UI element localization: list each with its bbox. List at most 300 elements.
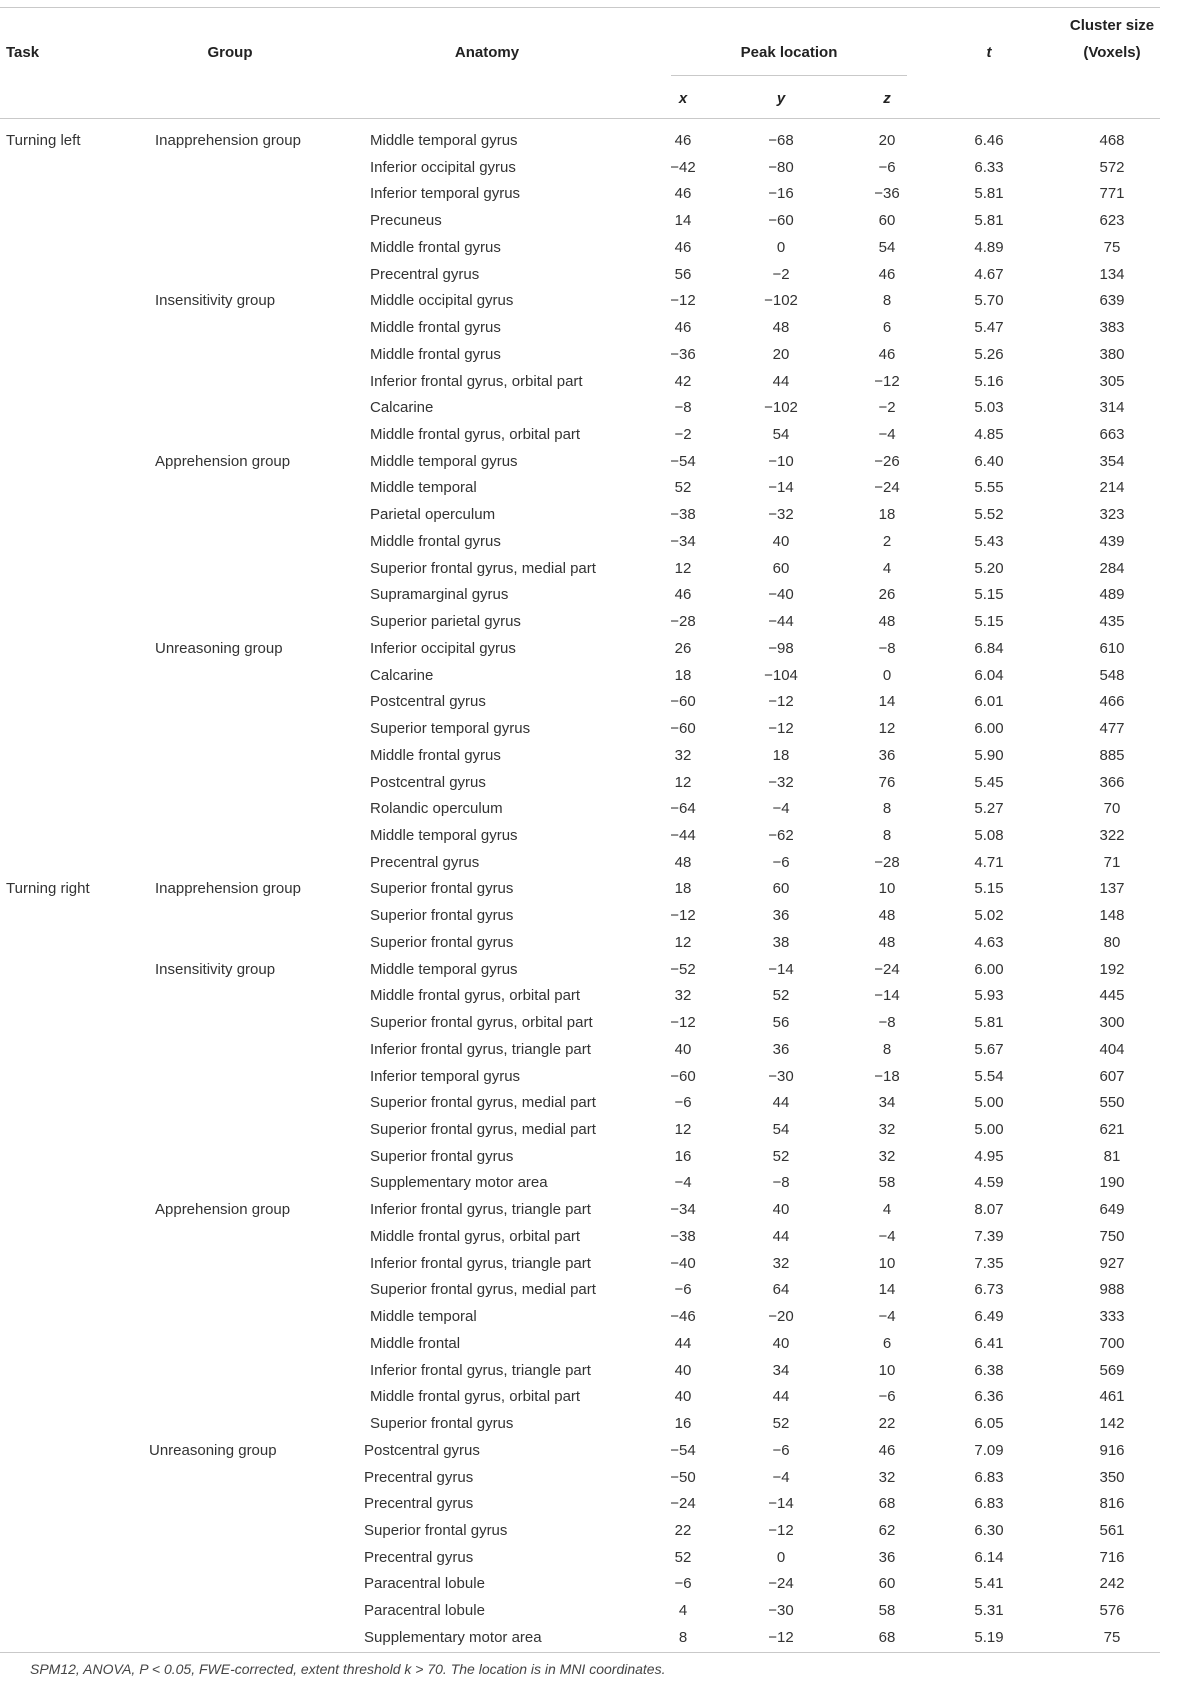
cell-z: 60: [878, 212, 896, 230]
cell-t: 5.15: [974, 880, 1004, 898]
cell-z: −28: [874, 853, 900, 871]
cell-t: 5.19: [974, 1628, 1004, 1646]
cell-y: −24: [768, 1575, 794, 1593]
cell-size: 137: [1099, 880, 1125, 898]
cell-size: 439: [1099, 532, 1125, 550]
cell-z: 4: [882, 559, 892, 577]
cell-anatomy: Middle frontal gyrus, orbital part: [370, 426, 581, 444]
cell-z: −8: [878, 639, 896, 657]
cell-y: −44: [768, 613, 794, 631]
cell-z: 12: [878, 720, 896, 738]
cell-size: 621: [1099, 1121, 1125, 1138]
cell-anatomy: Inferior temporal gyrus: [370, 1067, 521, 1085]
cell-x: 46: [674, 586, 692, 604]
cell-t: 6.83: [974, 1495, 1004, 1513]
cell-t: 5.00: [974, 1121, 1004, 1138]
cell-t: 5.41: [974, 1575, 1004, 1593]
cell-anatomy: Superior parietal gyrus: [370, 613, 521, 631]
cell-t: 5.20: [974, 559, 1004, 577]
cell-x: −54: [670, 1441, 696, 1459]
cell-anatomy: Middle frontal gyrus, orbital part: [370, 987, 581, 1005]
cell-y: −62: [768, 826, 794, 844]
cell-y: −12: [768, 1628, 794, 1646]
cell-t: 5.15: [974, 613, 1004, 631]
cell-z: 6: [882, 319, 892, 337]
cell-z: −36: [874, 185, 900, 203]
cell-x: −36: [670, 345, 696, 363]
cell-y: 40: [772, 1201, 790, 1219]
cell-anatomy: Superior frontal gyrus, orbital part: [370, 1014, 593, 1032]
cell-z: 46: [878, 1441, 896, 1459]
cell-size: 750: [1099, 1227, 1125, 1245]
cell-y: 60: [772, 880, 790, 898]
cell-y: −10: [768, 452, 794, 470]
cell-y: −12: [768, 720, 794, 738]
cell-group: Insensitivity group: [155, 960, 276, 978]
cell-z: −6: [878, 158, 896, 176]
header-x: x: [678, 90, 688, 107]
cell-anatomy: Superior frontal gyrus: [370, 1147, 514, 1165]
top-rule: [0, 7, 1160, 8]
cell-size: 190: [1099, 1174, 1125, 1192]
cell-anatomy: Postcentral gyrus: [364, 1441, 480, 1459]
cell-anatomy: Superior frontal gyrus: [370, 907, 514, 925]
cell-y: −12: [768, 1521, 794, 1539]
cell-y: −12: [768, 693, 794, 711]
cell-z: 0: [882, 666, 892, 684]
cell-size: 700: [1099, 1334, 1125, 1352]
cell-x: −46: [670, 1308, 696, 1326]
cell-x: 18: [674, 880, 692, 898]
cell-y: −32: [768, 773, 794, 791]
cell-anatomy: Middle temporal: [370, 479, 477, 497]
cell-x: 18: [674, 666, 692, 684]
cell-size: 477: [1099, 720, 1125, 738]
cell-anatomy: Middle frontal gyrus, orbital part: [370, 1388, 581, 1406]
cell-size: 71: [1103, 853, 1121, 871]
header-t: t: [986, 44, 992, 61]
cell-x: 12: [674, 933, 692, 951]
cell-z: 58: [878, 1602, 896, 1620]
cell-t: 5.45: [974, 773, 1004, 791]
cell-anatomy: Precentral gyrus: [364, 1468, 474, 1486]
cell-t: 7.09: [974, 1441, 1004, 1459]
cell-t: 5.52: [974, 506, 1004, 524]
header-anatomy: Anatomy: [454, 44, 520, 61]
cell-z: 10: [878, 880, 896, 898]
cell-y: −80: [768, 158, 794, 176]
cell-t: 6.40: [974, 452, 1004, 470]
cell-y: −102: [764, 399, 798, 417]
cell-z: −24: [874, 960, 900, 978]
cell-anatomy: Middle temporal gyrus: [370, 960, 518, 978]
cell-group: Inapprehension group: [155, 132, 301, 149]
cell-size: 323: [1099, 506, 1125, 524]
cell-t: 5.67: [974, 1040, 1004, 1058]
cell-anatomy: Calcarine: [370, 666, 434, 684]
cell-group: Inapprehension group: [155, 880, 301, 898]
cell-size: 916: [1099, 1441, 1125, 1459]
cell-z: 36: [878, 746, 896, 764]
cell-x: −8: [674, 399, 692, 417]
cell-t: 5.27: [974, 800, 1004, 818]
cell-y: 44: [772, 372, 790, 390]
cell-x: 40: [674, 1361, 692, 1379]
cell-size: 610: [1099, 639, 1125, 657]
cell-z: 60: [878, 1575, 896, 1593]
cell-x: −60: [670, 693, 696, 711]
cell-size: 192: [1099, 960, 1125, 978]
header-cluster-size: Cluster size: [1069, 17, 1155, 34]
header-task: Task: [6, 44, 40, 61]
cell-y: −20: [768, 1308, 794, 1326]
header-peak-location: Peak location: [740, 44, 838, 61]
cell-x: −6: [674, 1094, 692, 1112]
cell-y: 44: [772, 1388, 790, 1406]
cell-x: −40: [670, 1254, 696, 1272]
cell-z: 8: [882, 800, 892, 818]
cell-x: 40: [674, 1040, 692, 1058]
cell-size: 716: [1099, 1548, 1125, 1566]
cell-anatomy: Middle frontal gyrus: [370, 532, 501, 550]
cell-z: 8: [882, 826, 892, 844]
cell-y: −32: [768, 506, 794, 524]
cell-z: 36: [878, 1548, 896, 1566]
cell-anatomy: Inferior frontal gyrus, orbital part: [370, 372, 583, 390]
header-rule: [0, 118, 1160, 119]
cell-x: −38: [670, 1227, 696, 1245]
bottom-rule: [0, 1652, 1160, 1653]
cell-z: −4: [878, 1308, 896, 1326]
cell-x: 42: [674, 372, 692, 390]
cell-t: 5.81: [974, 1014, 1004, 1032]
cell-anatomy: Middle temporal: [370, 1308, 477, 1326]
cell-size: 300: [1099, 1014, 1125, 1032]
cell-z: 26: [878, 586, 896, 604]
cell-y: −30: [768, 1602, 794, 1620]
cell-t: 4.95: [974, 1147, 1004, 1165]
cell-anatomy: Middle occipital gyrus: [370, 292, 514, 310]
cell-x: 26: [674, 639, 692, 657]
cell-y: 40: [772, 532, 790, 550]
cell-t: 5.03: [974, 399, 1004, 417]
cell-size: 383: [1099, 319, 1125, 337]
cell-anatomy: Precuneus: [370, 212, 442, 230]
cell-t: 5.90: [974, 746, 1004, 764]
cell-anatomy: Postcentral gyrus: [370, 693, 486, 711]
cell-z: 18: [878, 506, 896, 524]
cell-task: Turning left: [6, 132, 81, 149]
cell-t: 5.15: [974, 586, 1004, 604]
header-cluster-size-unit: (Voxels): [1083, 44, 1141, 61]
cell-x: 4: [678, 1602, 688, 1620]
cell-size: 771: [1099, 185, 1125, 203]
cell-z: −8: [878, 1014, 896, 1032]
cell-z: 8: [882, 292, 892, 310]
cell-z: 2: [882, 532, 892, 550]
cell-y: 18: [772, 746, 790, 764]
cell-x: 52: [674, 479, 692, 497]
cell-anatomy: Postcentral gyrus: [370, 773, 486, 791]
cell-x: −2: [674, 426, 692, 444]
cell-size: 550: [1099, 1094, 1125, 1112]
cell-anatomy: Superior frontal gyrus, medial part: [370, 1281, 596, 1299]
cell-y: 20: [772, 345, 790, 363]
cell-x: −60: [670, 1067, 696, 1085]
cell-z: −4: [878, 1227, 896, 1245]
cell-task: Turning right: [6, 880, 90, 898]
cell-y: 48: [772, 319, 790, 337]
cell-t: 4.85: [974, 426, 1004, 444]
cell-z: 6: [882, 1334, 892, 1352]
cell-size: 576: [1099, 1602, 1125, 1620]
cell-z: −12: [874, 372, 900, 390]
cell-x: 44: [674, 1334, 692, 1352]
cell-x: 12: [674, 1121, 692, 1138]
cell-anatomy: Supplementary motor area: [364, 1628, 542, 1646]
cell-y: −68: [768, 132, 794, 149]
cell-x: 22: [674, 1521, 692, 1539]
cell-x: 46: [674, 319, 692, 337]
cell-size: 134: [1099, 265, 1125, 283]
cell-size: 404: [1099, 1040, 1125, 1058]
cell-y: −4: [772, 800, 790, 818]
header-z: z: [883, 90, 891, 107]
cell-size: 548: [1099, 666, 1125, 684]
cell-y: 36: [772, 907, 790, 925]
cell-anatomy: Precentral gyrus: [370, 265, 480, 283]
cell-t: 5.31: [974, 1602, 1004, 1620]
cell-size: 435: [1099, 613, 1125, 631]
cell-group: Apprehension group: [155, 1201, 291, 1219]
cell-size: 350: [1099, 1468, 1125, 1486]
cell-x: −4: [674, 1174, 692, 1192]
cell-anatomy: Inferior frontal gyrus, triangle part: [370, 1040, 591, 1058]
cell-size: 148: [1099, 907, 1125, 925]
cell-z: 46: [878, 345, 896, 363]
cell-size: 333: [1099, 1308, 1125, 1326]
cell-size: 639: [1099, 292, 1125, 310]
cell-size: 927: [1099, 1254, 1125, 1272]
cell-y: 52: [772, 987, 790, 1005]
cell-size: 649: [1099, 1201, 1125, 1219]
cell-z: 32: [878, 1147, 896, 1165]
cell-x: 46: [674, 238, 692, 256]
cell-x: −34: [670, 1201, 696, 1219]
cell-t: 5.54: [974, 1067, 1004, 1085]
cell-t: 4.71: [974, 853, 1004, 871]
cell-size: 142: [1099, 1415, 1125, 1433]
cell-z: 76: [878, 773, 896, 791]
cell-z: 32: [878, 1121, 896, 1138]
cell-x: −52: [670, 960, 696, 978]
cell-y: 34: [772, 1361, 790, 1379]
cell-size: 322: [1099, 826, 1125, 844]
cell-x: −44: [670, 826, 696, 844]
cell-y: 60: [772, 559, 790, 577]
cell-anatomy: Middle temporal gyrus: [370, 826, 518, 844]
cell-x: −12: [670, 1014, 696, 1032]
table-footnote: SPM12, ANOVA, P < 0.05, FWE-corrected, extent threshold k > 70. The location is in MNI coordinates.: [30, 1661, 666, 1677]
cell-t: 5.26: [974, 345, 1004, 363]
cell-z: 62: [878, 1521, 896, 1539]
cell-anatomy: Superior frontal gyrus, medial part: [370, 1121, 596, 1138]
cell-size: 489: [1099, 586, 1125, 604]
cell-size: 75: [1103, 238, 1121, 256]
cell-y: −30: [768, 1067, 794, 1085]
cell-t: 6.33: [974, 158, 1004, 176]
cell-y: 0: [776, 1548, 786, 1566]
cell-t: 6.46: [974, 132, 1004, 149]
cell-t: 6.83: [974, 1468, 1004, 1486]
cell-size: 561: [1099, 1521, 1125, 1539]
cell-t: 4.63: [974, 933, 1004, 951]
cell-t: 5.16: [974, 372, 1004, 390]
cell-t: 5.70: [974, 292, 1004, 310]
cell-size: 885: [1099, 746, 1125, 764]
cell-z: 10: [878, 1361, 896, 1379]
cell-z: 8: [882, 1040, 892, 1058]
cell-anatomy: Precentral gyrus: [364, 1548, 474, 1566]
cell-t: 4.59: [974, 1174, 1004, 1192]
cell-anatomy: Superior frontal gyrus: [364, 1521, 508, 1539]
cell-x: −60: [670, 720, 696, 738]
cell-anatomy: Superior frontal gyrus, medial part: [370, 1094, 596, 1112]
cell-x: −6: [674, 1281, 692, 1299]
cell-z: 10: [878, 1254, 896, 1272]
cell-t: 7.35: [974, 1254, 1004, 1272]
cell-x: −24: [670, 1495, 696, 1513]
cell-t: 5.00: [974, 1094, 1004, 1112]
cell-t: 5.02: [974, 907, 1004, 925]
header-y: y: [776, 90, 786, 107]
cell-group: Unreasoning group: [149, 1441, 277, 1459]
cell-y: −104: [764, 666, 798, 684]
cell-anatomy: Middle frontal gyrus: [370, 238, 501, 256]
cell-y: 36: [772, 1040, 790, 1058]
cell-anatomy: Middle temporal gyrus: [370, 132, 518, 149]
cell-size: 242: [1099, 1575, 1125, 1593]
cell-t: 6.04: [974, 666, 1004, 684]
header-group: Group: [207, 44, 253, 61]
cell-x: −6: [674, 1575, 692, 1593]
cell-z: 68: [878, 1628, 896, 1646]
cell-size: 75: [1103, 1628, 1121, 1646]
cell-size: 354: [1099, 452, 1125, 470]
cell-size: 607: [1099, 1067, 1125, 1085]
cell-t: 6.14: [974, 1548, 1004, 1566]
cell-z: 14: [878, 693, 896, 711]
cell-y: −14: [768, 1495, 794, 1513]
cell-x: 40: [674, 1388, 692, 1406]
cell-anatomy: Parietal operculum: [370, 506, 496, 524]
cell-x: −12: [670, 292, 696, 310]
cell-anatomy: Middle frontal gyrus: [370, 319, 501, 337]
cell-anatomy: Inferior temporal gyrus: [370, 185, 521, 203]
cell-x: 32: [674, 746, 692, 764]
cell-t: 6.49: [974, 1308, 1004, 1326]
cell-y: −6: [772, 853, 790, 871]
cell-z: 48: [878, 933, 896, 951]
cell-t: 5.43: [974, 532, 1004, 550]
cell-y: −8: [772, 1174, 790, 1192]
cell-t: 6.00: [974, 960, 1004, 978]
cell-t: 6.01: [974, 693, 1004, 711]
cell-y: 32: [772, 1254, 790, 1272]
cell-x: −54: [670, 452, 696, 470]
cell-t: 4.67: [974, 265, 1004, 283]
cell-y: 56: [772, 1014, 790, 1032]
cell-z: 32: [878, 1468, 896, 1486]
cell-z: −2: [878, 399, 896, 417]
cell-anatomy: Inferior occipital gyrus: [370, 158, 516, 176]
cell-t: 6.84: [974, 639, 1004, 657]
cell-z: 58: [878, 1174, 896, 1192]
cell-x: 32: [674, 987, 692, 1005]
cell-x: −34: [670, 532, 696, 550]
cell-x: −28: [670, 613, 696, 631]
cell-size: 623: [1099, 212, 1125, 230]
cell-y: 52: [772, 1147, 790, 1165]
cell-group: Apprehension group: [155, 452, 291, 470]
cell-t: 5.93: [974, 987, 1004, 1005]
cell-y: 40: [772, 1334, 790, 1352]
cell-x: 14: [674, 212, 692, 230]
cell-size: 380: [1099, 345, 1125, 363]
cell-t: 5.55: [974, 479, 1004, 497]
cell-t: 5.81: [974, 185, 1004, 203]
cell-x: −64: [670, 800, 696, 818]
cell-size: 284: [1099, 559, 1125, 577]
cell-t: 6.36: [974, 1388, 1004, 1406]
cell-y: 38: [772, 933, 790, 951]
cell-anatomy: Inferior frontal gyrus, triangle part: [370, 1361, 591, 1379]
cell-size: 81: [1103, 1147, 1121, 1165]
cell-size: 663: [1099, 426, 1125, 444]
cell-anatomy: Middle temporal gyrus: [370, 452, 518, 470]
cell-z: 14: [878, 1281, 896, 1299]
cell-x: 12: [674, 559, 692, 577]
cell-x: −50: [670, 1468, 696, 1486]
cell-anatomy: Superior frontal gyrus: [370, 933, 514, 951]
cell-z: −26: [874, 452, 900, 470]
cell-anatomy: Middle frontal gyrus: [370, 345, 501, 363]
cell-z: 48: [878, 613, 896, 631]
cell-x: 48: [674, 853, 692, 871]
cell-anatomy: Superior frontal gyrus: [370, 880, 514, 898]
cell-t: 6.00: [974, 720, 1004, 738]
cell-anatomy: Supramarginal gyrus: [370, 586, 509, 604]
cell-y: −14: [768, 479, 794, 497]
cell-z: 20: [878, 132, 896, 149]
cell-anatomy: Middle frontal gyrus: [370, 746, 501, 764]
cell-size: 572: [1099, 158, 1125, 176]
cell-anatomy: Middle frontal: [370, 1334, 461, 1352]
cell-x: 16: [674, 1415, 692, 1433]
cell-anatomy: Precentral gyrus: [370, 853, 480, 871]
cell-t: 5.47: [974, 319, 1004, 337]
cell-x: 12: [674, 773, 692, 791]
cell-y: 54: [772, 1121, 790, 1138]
cell-z: 46: [878, 265, 896, 283]
cell-anatomy: Superior frontal gyrus: [370, 1415, 514, 1433]
cell-anatomy: Inferior frontal gyrus, triangle part: [370, 1201, 591, 1219]
cell-y: −14: [768, 960, 794, 978]
peak-location-rule: [671, 75, 907, 76]
cell-z: −4: [878, 426, 896, 444]
cell-t: 6.30: [974, 1521, 1004, 1539]
cell-x: 56: [674, 265, 692, 283]
